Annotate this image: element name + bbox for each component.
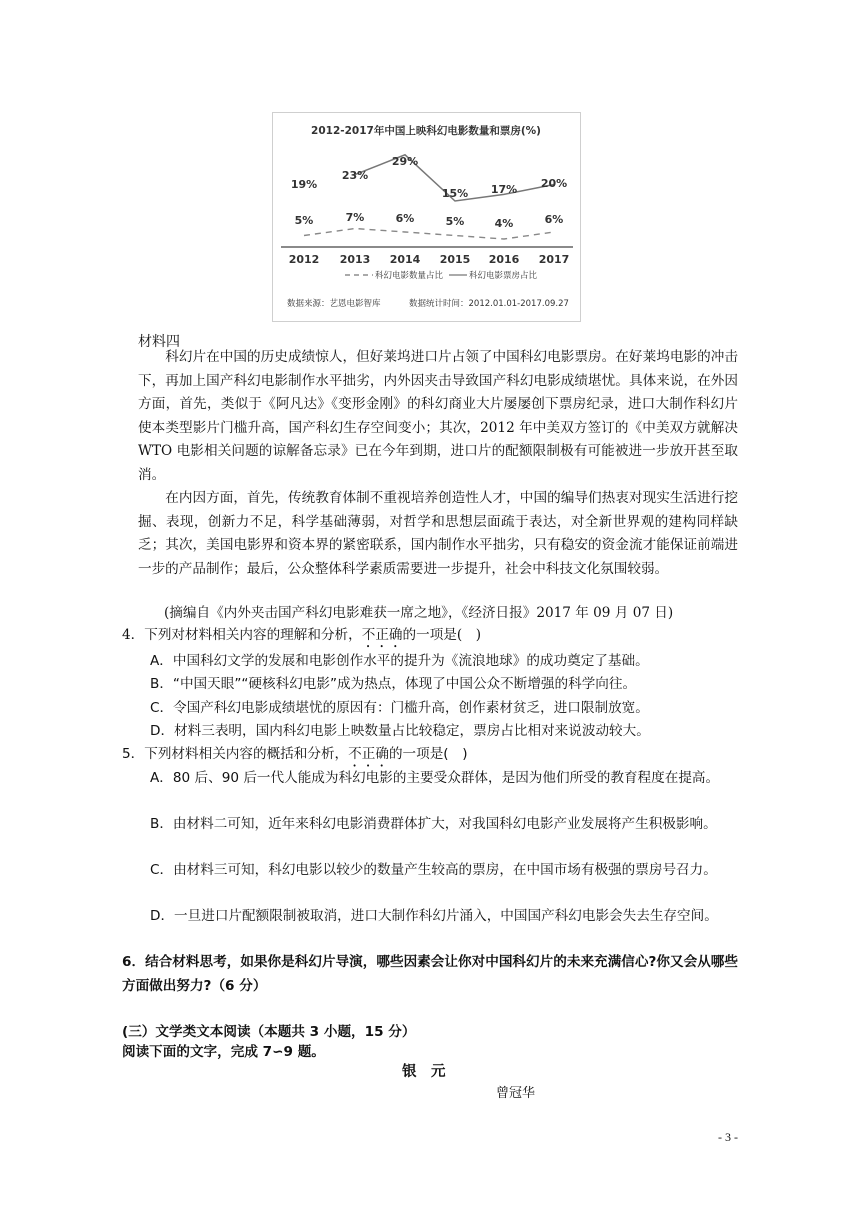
chart-time-note: 数据统计时间：2012.01.01-2017.09.27 (409, 299, 569, 309)
q4-stem-emphasis: 不正确 (361, 627, 403, 643)
section-instruction: 阅读下面的文字，完成 7∽9 题。 (122, 1044, 325, 1060)
author: 曾冠华 (496, 1086, 536, 1101)
data-label-quantity: 4% (494, 217, 514, 230)
data-label-boxoffice: 20% (540, 177, 568, 190)
data-label-boxoffice: 15% (441, 187, 469, 200)
q4-stem-before: 4．下列对材料相关内容的理解和分析， (122, 627, 362, 643)
q5-stem-before: 5．下列材料相关内容的概括和分析， (122, 746, 349, 762)
data-label-quantity: 5% (445, 215, 465, 228)
x-tick-label: 2017 (538, 253, 570, 266)
question-5-stem (122, 743, 468, 770)
q4-stem-after: 的一项是( ) (402, 627, 482, 643)
data-label-quantity: 5% (294, 214, 314, 227)
series-quantity-line (304, 229, 554, 240)
data-label-boxoffice: 29% (391, 155, 419, 168)
paragraph-1: 科幻片在中国的历史成绩惊人，但好莱坞进口片占领了中国科幻电影票房。在好莱坞电影的冲击下，再加上国产科幻电影制作水平拙劣，内外因夹击导致国产科幻电影成绩堪忧。具体来说，在外因方面，首先，类似于《阿凡达》《变形金刚》的科幻商业大片屡屡创下票房纪录，进口大制作科幻片使本类型影片门槛升高，国产科幻生存空间变小；其次，2012 年中美双方签订的《中美双方就解决 WTO 电影相关问题的谅解备忘录》已在今年到期，进口片的配额限制极有可能被进一步放开甚至取消。 (138, 349, 738, 483)
data-label-boxoffice: 19% (290, 178, 318, 191)
x-tick-label: 2016 (488, 253, 520, 266)
legend-quantity-label: 科幻电影数量占比 (375, 271, 444, 281)
source-citation: (摘编自《内外夹击国产科幻电影难获一席之地》，《经济日报》2017 年 09 月 07 日) (164, 605, 674, 621)
x-tick-label: 2015 (439, 253, 471, 266)
data-label-quantity: 6% (544, 213, 564, 226)
q4-option-a: A．中国科幻文学的发展和电影创作水平的提升为《流浪地球》的成功奠定了基础。 (150, 653, 649, 669)
question-4-stem (122, 624, 481, 651)
x-tick-label: 2013 (339, 253, 371, 266)
line-chart (273, 113, 580, 321)
q5-stem-after: 的一项是( ) (388, 746, 468, 762)
legend-boxoffice-label: 科幻电影票房占比 (469, 271, 538, 281)
data-label-boxoffice: 23% (341, 169, 369, 182)
chart-title: 2012-2017年中国上映科幻电影数量和票房(%) (311, 125, 541, 137)
q5-option-b: B．由材料二可知，近年来科幻电影消费群体扩大，对我国科幻电影产业发展将产生积极影响。 (150, 816, 717, 832)
q5-option-c: C．由材料三可知，科幻电影以较少的数量产生较高的票房，在中国市场有极强的票房号召力。 (150, 862, 717, 878)
section-heading: (三）文学类文本阅读（本题共 3 小题，15 分） (122, 1024, 416, 1040)
data-label-boxoffice: 17% (490, 183, 518, 196)
page-number: - 3 - (718, 1130, 738, 1144)
chart-figure (272, 112, 581, 322)
question-6: 6．结合材料思考，如果你是科幻片导演，哪些因素会让你对中国科幻片的未来充满信心?你又会从哪些方面做出努力?（6 分） (122, 954, 738, 994)
q5-option-d: D．一旦进口片配额限制被取消，进口大制作科幻片涌入，中国国产科幻电影会失去生存空间。 (150, 908, 718, 924)
paragraph-2: 在内因方面，首先，传统教育体制不重视培养创造性人才，中国的编导们热衷对现实生活进行挖掘、表现，创新力不足，科学基础薄弱，对哲学和思想层面疏于表达，对全新世界观的建构同样缺乏；其次，美国电影界和资本界的紧密联系，国内制作水平拙劣，只有稳安的资金流才能保证前端进一步的产品制作；最后，公众整体科学素质需要进一步提升，社会中科技文化氛围较弱。 (138, 490, 738, 577)
data-label-quantity: 6% (395, 212, 415, 225)
x-tick-label: 2014 (389, 253, 421, 266)
q5-stem-emphasis: 不正确 (348, 746, 389, 762)
story-title: 银 元 (402, 1064, 446, 1080)
q5-option-a: A．80 后、90 后一代人能成为科幻电影的主要受众群体，是因为他们所受的教育程度在提高。 (150, 770, 720, 786)
material-title: 材料四 (138, 334, 180, 350)
x-tick-label: 2012 (288, 253, 320, 266)
chart-source-note: 数据来源：艺恩电影智库 (287, 299, 381, 309)
q4-option-b: B．“中国天眼”“硬核科幻电影”成为热点，体现了中国公众不断增强的科学向往。 (150, 676, 637, 692)
q4-option-d: D．材料三表明，国内科幻电影上映数量占比较稳定，票房占比相对来说波动较大。 (150, 723, 650, 739)
data-label-quantity: 7% (345, 211, 365, 224)
q4-option-c: C．令国产科幻电影成绩堪忧的原因有：门槛升高，创作素材贫乏，进口限制放宽。 (150, 700, 649, 716)
